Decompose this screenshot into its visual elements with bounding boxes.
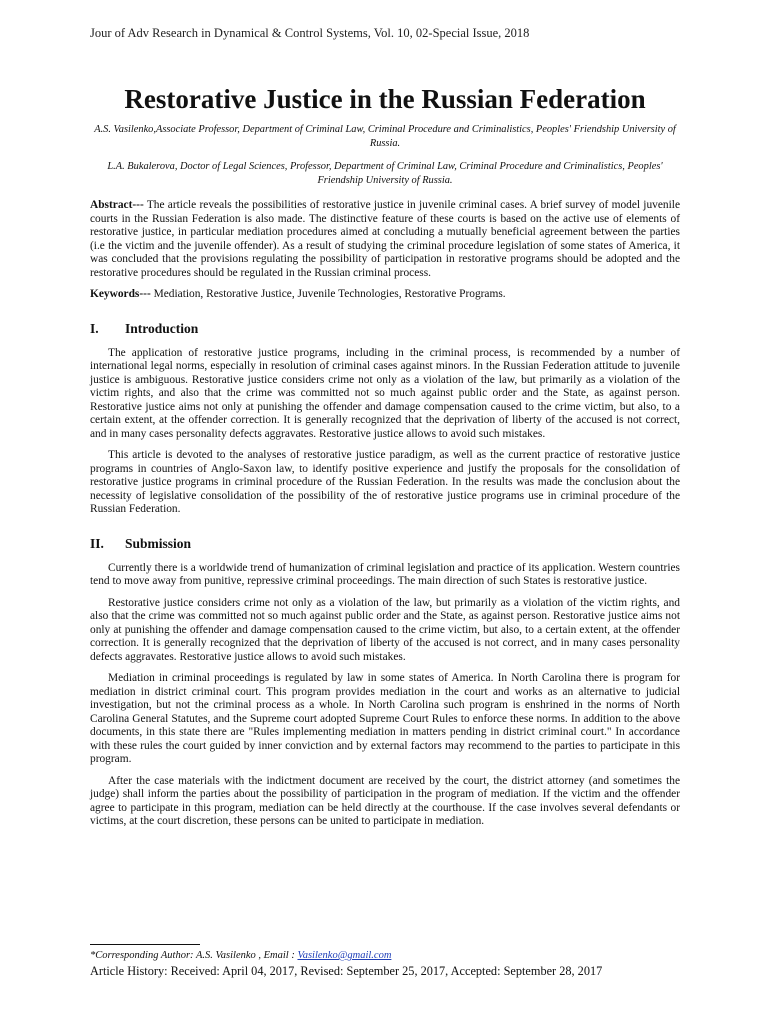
abstract-label: Abstract--- [90,199,144,211]
abstract [90,199,680,280]
section-heading-submission [90,536,680,552]
section-title: Submission [125,535,192,551]
author-affiliation-2: L.A. Bukalerova, Doctor of Legal Sciences, Professor, Department of Criminal Law, Criminal Procedure and Criminalistics, Peoples' Friendship University of Russia. [107,161,663,186]
article-history: Article History: Received: April 04, 2017, Revised: September 25, 2017, Accepted: September 28, 2017 [90,964,603,978]
email-link[interactable]: Vasilenko@gmail.com [297,950,392,961]
paragraph: After the case materials with the indictment document are received by the court, the district attorney (and sometimes the judge) shall inform the parties about the possibility of participation in the program of mediation. If the victim and the offender agree to participate in this program, mediation can be held directly at the courthouse. If the case involves several defendants or victims, at the court discretion, these persons can be united to participate in mediation. [90,774,680,827]
section-number: I. [90,320,99,336]
keywords-text: Mediation, Restorative Justice, Juvenile Technologies, Restorative Programs. [150,288,506,300]
keywords [90,288,680,302]
section-heading-introduction [90,321,680,337]
keywords-label: Keywords--- [90,288,151,300]
footnote-text: *Corresponding Author: A.S. Vasilenko , Email : [90,950,298,961]
section-title: Introduction [125,320,199,336]
corresponding-author-footnote [90,950,690,961]
paragraph: Mediation in criminal proceedings is regulated by law in some states of America. In North Carolina there is program for mediation in district criminal court. This program provides mediation in the court and works as an alternative to judicial investigation, but not the criminal process as a whole. In North Carolina such program is enshrined in the norms of North Carolina General Statutes, and the Supreme court adopted Supreme Court Rules to enforce these norms. In addition to the above documents, in this state there are "Rules implementing mediation in matters pending in district criminal court." In accordance with these rules the court guided by inner conviction and by external factors may recommend to the parties to participate in this program. [90,672,680,765]
author-affiliation-1: A.S. Vasilenko,Associate Professor, Department of Criminal Law, Criminal Procedure and Criminalistics, Peoples' Friendship University of Russia. [94,124,676,149]
footnote-divider [90,944,200,945]
journal-header: Jour of Adv Research in Dynamical & Control Systems, Vol. 10, 02-Special Issue, 2018 [90,26,530,40]
paragraph: Currently there is a worldwide trend of humanization of criminal legislation and practice of its application. Western countries tend to move away from punitive, repressive criminal proceedings. The main direction of such States is restorative justice. [90,561,680,587]
paper-page [90,26,680,837]
abstract-text: The article reveals the possibilities of restorative justice in juvenile criminal cases. A brief survey of model juvenile courts in the Russian Federation is also made. The distinctive feature of these courts is based on the active use of elements of restorative justice, in particular mediation procedures aimed at concluding a mutually beneficial agreement between the parties (i.e the victim and the juvenile offender). As a result of studying the criminal procedure legislation of some states of America, it was concluded that the provisions regulating the possibility of participation in restorative programs should be adopted and the restorative procedures should be regulated in the Russian criminal process. [90,199,680,279]
paragraph: The application of restorative justice programs, including in the criminal process, is recommended by a number of international legal norms, especially in resolution of criminal cases against minors. In the Russian Federation attitude to juvenile justice is ambiguous. Restorative justice considers crime not only as a violation of the law, but primarily as a violation of the victim rights, and also that the crime was committed not so much against public order and the State, as against person. Restorative justice aims not only at punishing the offender and damage compensation caused to the crime victim, but also, to a certain extent, at the offender correction. It is generally recognized that the deprivation of liberty of the accused is not correct, and in many cases personality defects aggravates. Restorative justice allows to avoid such mistakes. [90,346,680,440]
paper-title: Restorative Justice in the Russian Federation [124,84,646,114]
section-number: II. [90,535,104,551]
paragraph: This article is devoted to the analyses of restorative justice paradigm, as well as the current practice of restorative justice programs in countries of Anglo-Saxon law, to identify positive experience and justify the proposals for the consolidation of restorative justice programs in criminal procedure of the Russian Federation. In the results was made the conclusion about the necessity of legislative consolidation of the possibility of the of restorative justice programs use in criminal procedure of the Russian Federation. [90,449,680,515]
paragraph: Restorative justice considers crime not only as a violation of the law, but primarily as a violation of the victim rights, and also that the crime was committed not so much against public order and the State, as against person. Restorative justice aims not only at punishing the offender and damage compensation caused to the crime victim, but also, to a certain extent, at the offender correction. It is generally recognized that the deprivation of liberty of the accused is not correct, and in many cases personality defects aggravates. Restorative justice allows to avoid such mistakes. [90,596,680,663]
